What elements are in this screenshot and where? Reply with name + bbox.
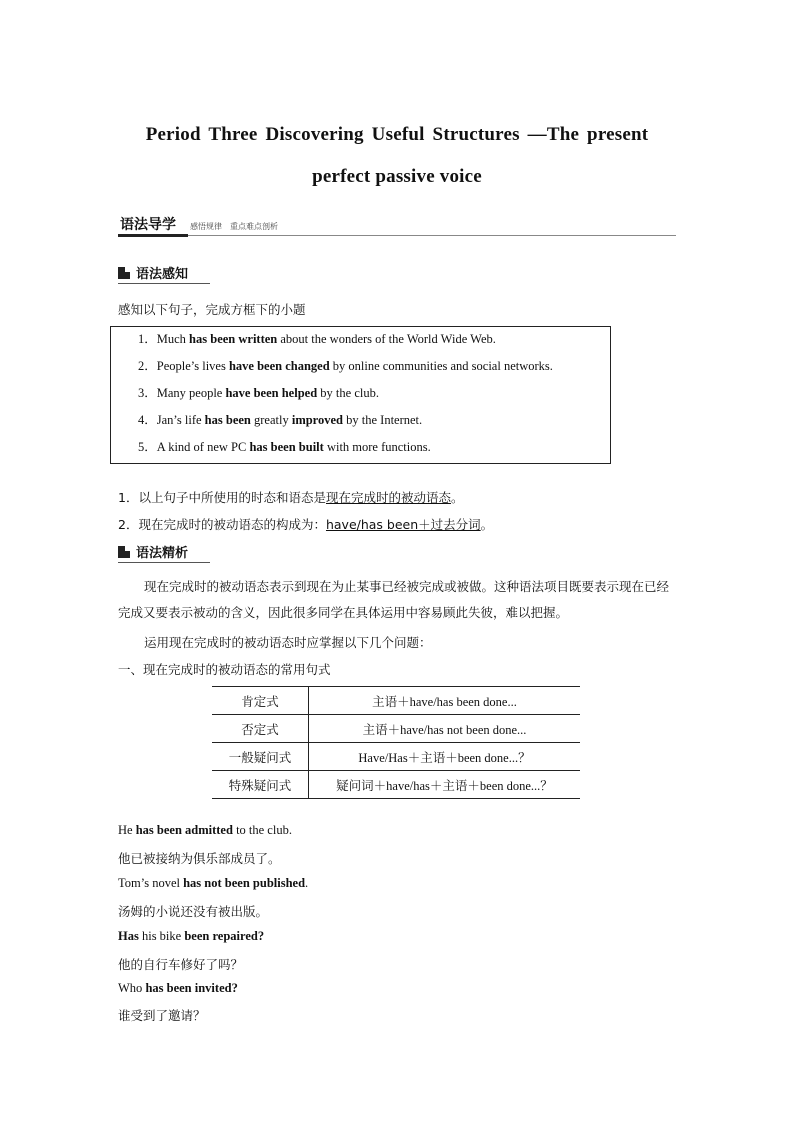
example-sentence: 5．A kind of new PC has been built with more functions.	[138, 440, 431, 454]
example-chinese: 他的自行车修好了吗？	[118, 957, 244, 972]
table-row: 一般疑问式 Have/Has＋主语＋been done...？	[212, 743, 580, 771]
section-rule-thin	[188, 235, 676, 236]
sentence-pattern-table	[212, 686, 580, 799]
subheading-perception: 语法感知	[118, 263, 188, 282]
example-sentence: 2．People’s lives have been changed by online communities and social networks.	[138, 359, 553, 373]
example-sentence: 4．Jan’s life has been greatly improved by the Internet.	[138, 413, 423, 427]
answer-1: 现在完成时的被动语态	[325, 490, 451, 505]
page-title-line-2: perfect passive voice	[312, 166, 482, 187]
perception-intro: 感知以下句子，完成方框下的小题	[118, 302, 306, 317]
section-title: 语法导学	[120, 217, 176, 233]
example-sentences-box	[110, 326, 611, 464]
example-chinese: 谁受到了邀请？	[118, 1008, 206, 1023]
example-english: He has been admitted to the club.	[118, 823, 292, 837]
example-sentence: 3．Many people have been helped by the club.	[138, 386, 379, 400]
subheading-rule	[118, 283, 210, 284]
example-chinese: 他已被接纳为俱乐部成员了。	[118, 851, 281, 866]
table-row: 肯定式 主语＋have/has been done...	[212, 687, 580, 715]
square-bullet-icon	[118, 546, 130, 558]
analysis-paragraph-1: 现在完成时的被动语态表示到现在为止某事已经被完成或被做。这种语法项目既要表示现在已经完成又要表示被动的含义，因此很多同学在具体运用中容易顾此失彼，难以把握。	[118, 579, 670, 620]
subheading-rule	[118, 562, 210, 563]
page-title-line-1: Period Three Discovering Useful Structures —The present	[145, 124, 649, 145]
question-1: 1．以上句子中所使用的时态和语态是现在完成时的被动语态。	[118, 490, 464, 505]
answer-2: have/has been＋过去分词	[325, 517, 481, 532]
example-chinese: 汤姆的小说还没有被出版。	[118, 904, 269, 919]
table-row: 特殊疑问式 疑问词＋have/has＋主语＋been done...？	[212, 771, 580, 799]
example-sentence: 1．Much has been written about the wonders of the World Wide Web.	[138, 332, 496, 346]
example-english: Who has been invited?	[118, 981, 238, 995]
table-row: 否定式 主语＋have/has not been done...	[212, 715, 580, 743]
section-subtitle: 感悟规律 重点难点剖析	[190, 222, 278, 231]
analysis-paragraph-2: 运用现在完成时的被动语态时应掌握以下几个问题：	[144, 635, 432, 650]
example-english: Tom’s novel has not been published.	[118, 876, 309, 890]
square-bullet-icon	[118, 267, 130, 279]
question-2: 2．现在完成时的被动语态的构成为：have/has been＋过去分词。	[118, 517, 494, 532]
point-heading-1: 一、现在完成时的被动语态的常用句式	[118, 662, 331, 677]
example-english: Has his bike been repaired?	[118, 929, 265, 943]
section-header	[118, 212, 676, 238]
section-rule-thick	[118, 234, 188, 237]
subheading-analysis: 语法精析	[118, 542, 188, 561]
